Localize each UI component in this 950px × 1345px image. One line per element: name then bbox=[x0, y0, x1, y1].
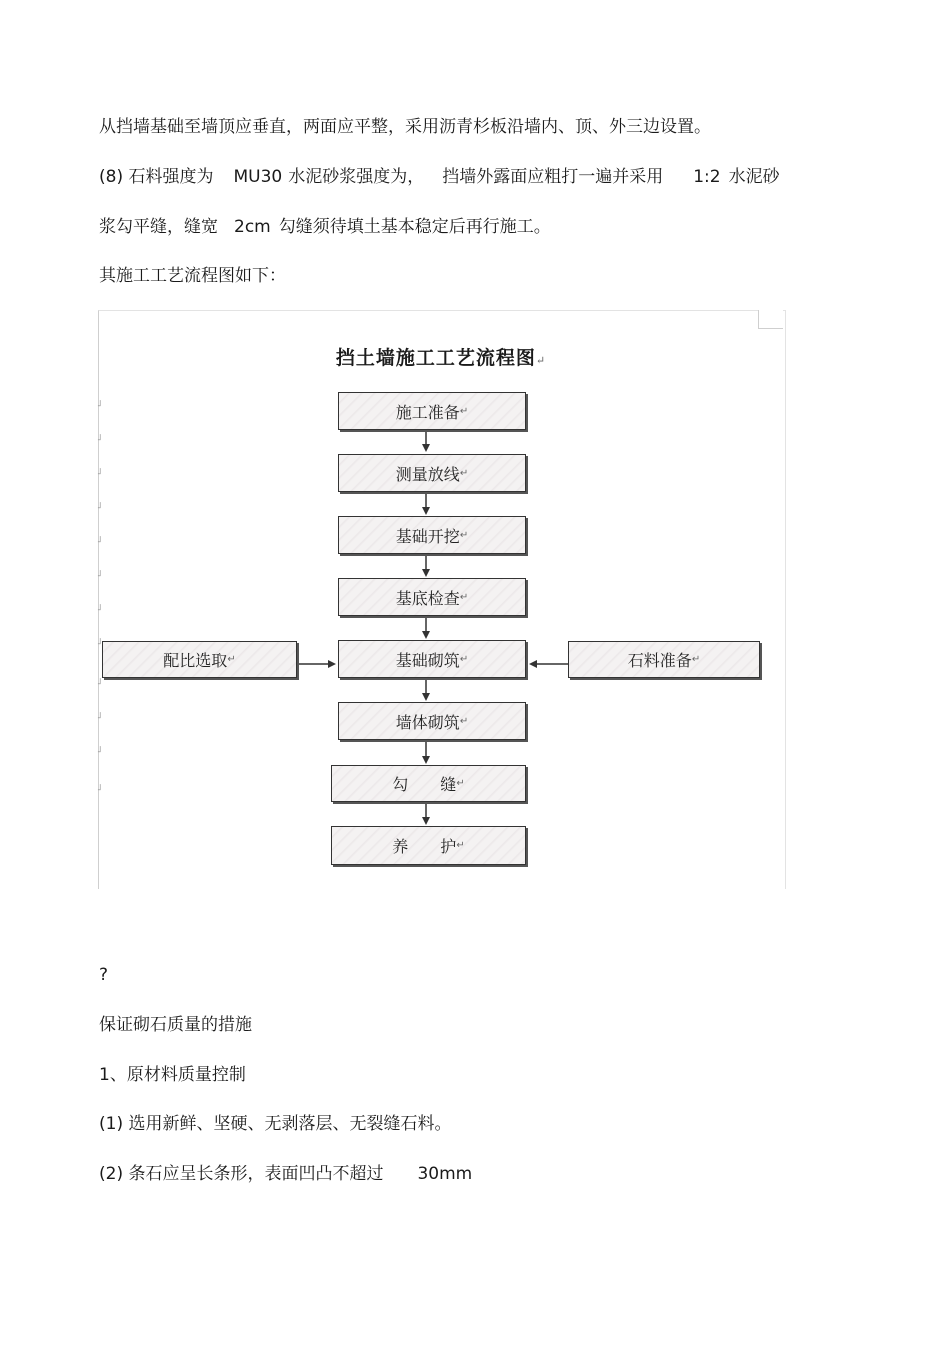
flow-step-base-inspection: 基底检查 ↵ bbox=[338, 578, 526, 616]
paragraph-question-mark: ? bbox=[99, 965, 109, 985]
text-run: 30mm bbox=[417, 1164, 473, 1184]
flowchart-title: 挡土墙施工工艺流程图↵ bbox=[335, 347, 547, 369]
list-item bbox=[99, 1163, 472, 1185]
subsection-heading: 1、原材料质量控制 bbox=[99, 1065, 246, 1085]
flow-step-survey-layout: 测量放线 ↵ bbox=[338, 454, 526, 492]
flow-step-construction-prep: 施工准备 ↵ bbox=[338, 392, 526, 430]
paragraph-mark: ˩ bbox=[97, 677, 102, 687]
paragraph-mark: ˩ bbox=[97, 711, 102, 721]
paragraph-mark: ˩ bbox=[97, 399, 102, 409]
paragraph-mark: ˩ bbox=[97, 501, 102, 511]
paragraph-mark: ˩ bbox=[97, 467, 102, 477]
flow-step-wall-masonry: 墙体砌筑 ↵ bbox=[338, 702, 526, 740]
flow-step-foundation-excavation: 基础开挖 ↵ bbox=[338, 516, 526, 554]
paragraph-mark: ˩ bbox=[97, 637, 102, 647]
text-run: 勾缝须待填土基本稳定后再行施工。 bbox=[278, 217, 551, 237]
flow-input-mix-selection: 配比选取 ↵ bbox=[102, 641, 297, 678]
text-run: (2) 条石应呈长条形，表面凹凸不超过 bbox=[99, 1164, 384, 1184]
text-run: 水泥砂 bbox=[728, 167, 780, 187]
text-run: MU30 bbox=[233, 167, 283, 187]
text-run: (8) 石料强度为 bbox=[99, 167, 214, 187]
text-run: 2cm bbox=[234, 217, 271, 237]
paragraph-4: 其施工工艺流程图如下： bbox=[99, 266, 286, 286]
text-run: 挡墙外露面应粗打一遍并采用 bbox=[442, 167, 664, 187]
paragraph-1: 从挡墙基础至墙顶应垂直，两面应平整，采用沥青杉板沿墙内、顶、外三边设置。 bbox=[99, 117, 711, 137]
section-heading: 保证砌石质量的措施 bbox=[99, 1015, 252, 1035]
paragraph-mark: ˩ bbox=[97, 783, 102, 793]
paragraph-mark: ˩ bbox=[97, 745, 102, 755]
paragraph-mark: ˩ bbox=[97, 569, 102, 579]
paragraph-mark: ˩ bbox=[97, 535, 102, 545]
paragraph-mark: ˩ bbox=[97, 433, 102, 443]
text-run: 浆勾平缝，缝宽 bbox=[99, 217, 218, 237]
list-item: (1) 选用新鲜、坚硬、无剥落层、无裂缝石料。 bbox=[99, 1114, 452, 1134]
flow-step-pointing: 勾 缝 ↵ bbox=[331, 765, 526, 802]
flow-input-stone-prep: 石料准备 ↵ bbox=[568, 641, 760, 678]
flow-step-foundation-masonry: 基础砌筑 ↵ bbox=[338, 640, 526, 678]
flow-step-curing: 养 护 ↵ bbox=[331, 826, 526, 865]
paragraph-mark: ˩ bbox=[97, 603, 102, 613]
text-run: 1:2 bbox=[693, 167, 721, 187]
text-run: 水泥砂浆强度为， bbox=[288, 167, 425, 187]
